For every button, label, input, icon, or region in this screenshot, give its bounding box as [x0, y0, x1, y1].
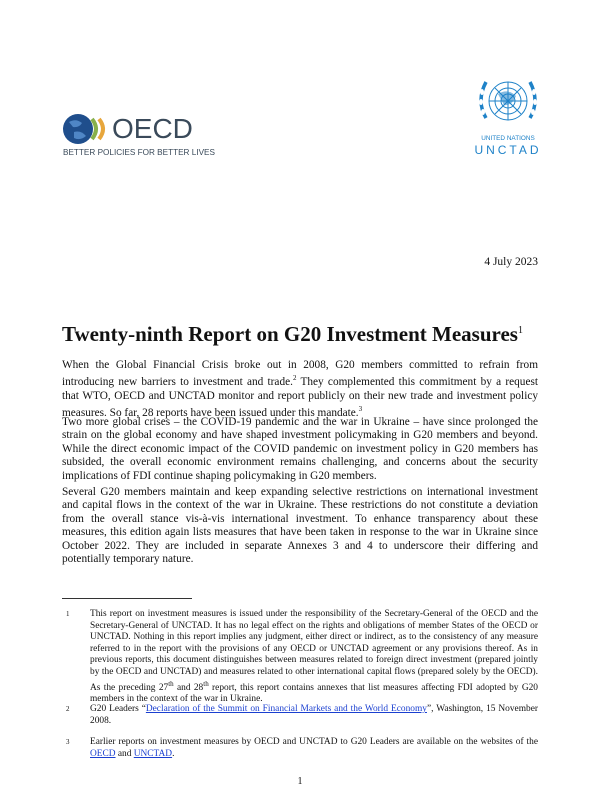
footnote-3-text-mid: and — [115, 748, 134, 759]
footnote-3-number: 3 — [66, 738, 70, 746]
declaration-link[interactable]: Declaration of the Summit on Financial Markets and the World Economy — [145, 704, 427, 714]
footnote-1-sup-2: th — [203, 679, 209, 688]
footnote-3-text-end: . — [172, 748, 175, 759]
oecd-wordmark: OECD — [112, 113, 193, 144]
page-title — [62, 322, 542, 347]
footnote-2-text-a: G20 Leaders “ — [90, 704, 146, 714]
p1-text-b: They complemented this commitment by a request that WTO, OECD and UNCTAD monitor and report publicly on their new trade and investment policy measures. So far, 28 reports have been issued under this mandate. — [62, 376, 539, 419]
page-number: 1 — [297, 776, 303, 787]
footnote-1-text-a: This report on investment measures is issued under the responsibility of the Secretary-General of the OECD and the Secretary-General of UNCTAD. It has no legal effect on the rights and obligations of member States of the OECD or UNCTAD. Nothing in this report implies any judgment, either direct or indirect, as to the consistency of any measure referred to in the report with the provisions of any OECD or UNCTAD agreement or any provisions thereof. As in previous reports, this document distinguishes between measures related to foreign direct investment (prepared jointly by the OECD and UNCTAD) and measures related to other international capital flows (prepared solely by the OECD). As the preceding 27 — [90, 609, 538, 693]
unctad-wordmark: UNCTAD — [474, 143, 542, 157]
footnote-2 — [62, 704, 538, 727]
footnote-2-number: 2 — [66, 705, 70, 713]
footnote-ref-3[interactable]: 3 — [358, 404, 363, 413]
footnote-ref-2[interactable]: 2 — [292, 374, 297, 383]
footnote-3 — [62, 737, 538, 760]
footnote-2-text-b: ”, Washington, 15 November 2008. — [90, 704, 538, 726]
report-date: 4 July 2023 — [484, 256, 538, 268]
footnote-1 — [62, 609, 538, 706]
title-text: Twenty-ninth Report on G20 Investment Measures — [62, 322, 518, 346]
oecd-logo — [62, 112, 215, 162]
footnote-1-number: 1 — [66, 610, 70, 618]
unctad-logo — [468, 72, 548, 162]
footnote-1-text-b: and 28 — [173, 682, 204, 693]
footnote-1-text — [90, 609, 538, 706]
footnote-3-text-a: Earlier reports on investment measures by OECD and UNCTAD to G20 Leaders are available on the websites of the — [90, 737, 538, 747]
footnote-divider — [62, 598, 192, 599]
title-footnote-ref[interactable]: 1 — [517, 325, 523, 336]
footnote-1-text-c: report, this report contains annexes that list measures affecting FDI adopted by G20 members in the context of the war in Ukraine. — [90, 682, 538, 705]
un-name: UNITED NATIONS — [481, 135, 535, 142]
unctad-link[interactable]: UNCTAD — [133, 748, 173, 759]
oecd-link[interactable]: OECD — [90, 748, 116, 759]
footnote-3-text — [90, 737, 538, 760]
footnote-2-text — [90, 704, 538, 727]
p1-text-a: When the Global Financial Crisis broke out in 2008, G20 members committed to refrain from introducing new barriers to investment and trade. — [62, 359, 538, 389]
footnote-1-sup-1: th — [168, 679, 174, 688]
oecd-tagline: BETTER POLICIES FOR BETTER LIVES — [63, 148, 215, 157]
oecd-globe-icon — [62, 112, 110, 146]
un-emblem-icon — [468, 72, 548, 134]
paragraph-3: Several G20 members maintain and keep expanding selective restrictions on international investment and capital flows in the context of the war in Ukraine. These restrictions do not constitute a deviation from the overall stance vis-à-vis international investment. To enhance transparency about these measures, this edition again lists measures that have been taken in response to the war in Ukraine since October 2022. They are included in separate Annexes 3 and 4 to underscore their differing and potentially temporary nature. — [62, 486, 538, 566]
paragraph-1 — [62, 359, 538, 420]
paragraph-2: Two more global crises – the COVID-19 pandemic and the war in Ukraine – have since prolonged the strain on the global economy and have shaped investment policymaking in G20 members and beyond. While the direct economic impact of the COVID pandemic on investment policy in G20 members has subsided, the overall economic environment remains challenging, and concerns about the security implications of FDI continue shaping policymaking in G20 members. — [62, 416, 538, 482]
